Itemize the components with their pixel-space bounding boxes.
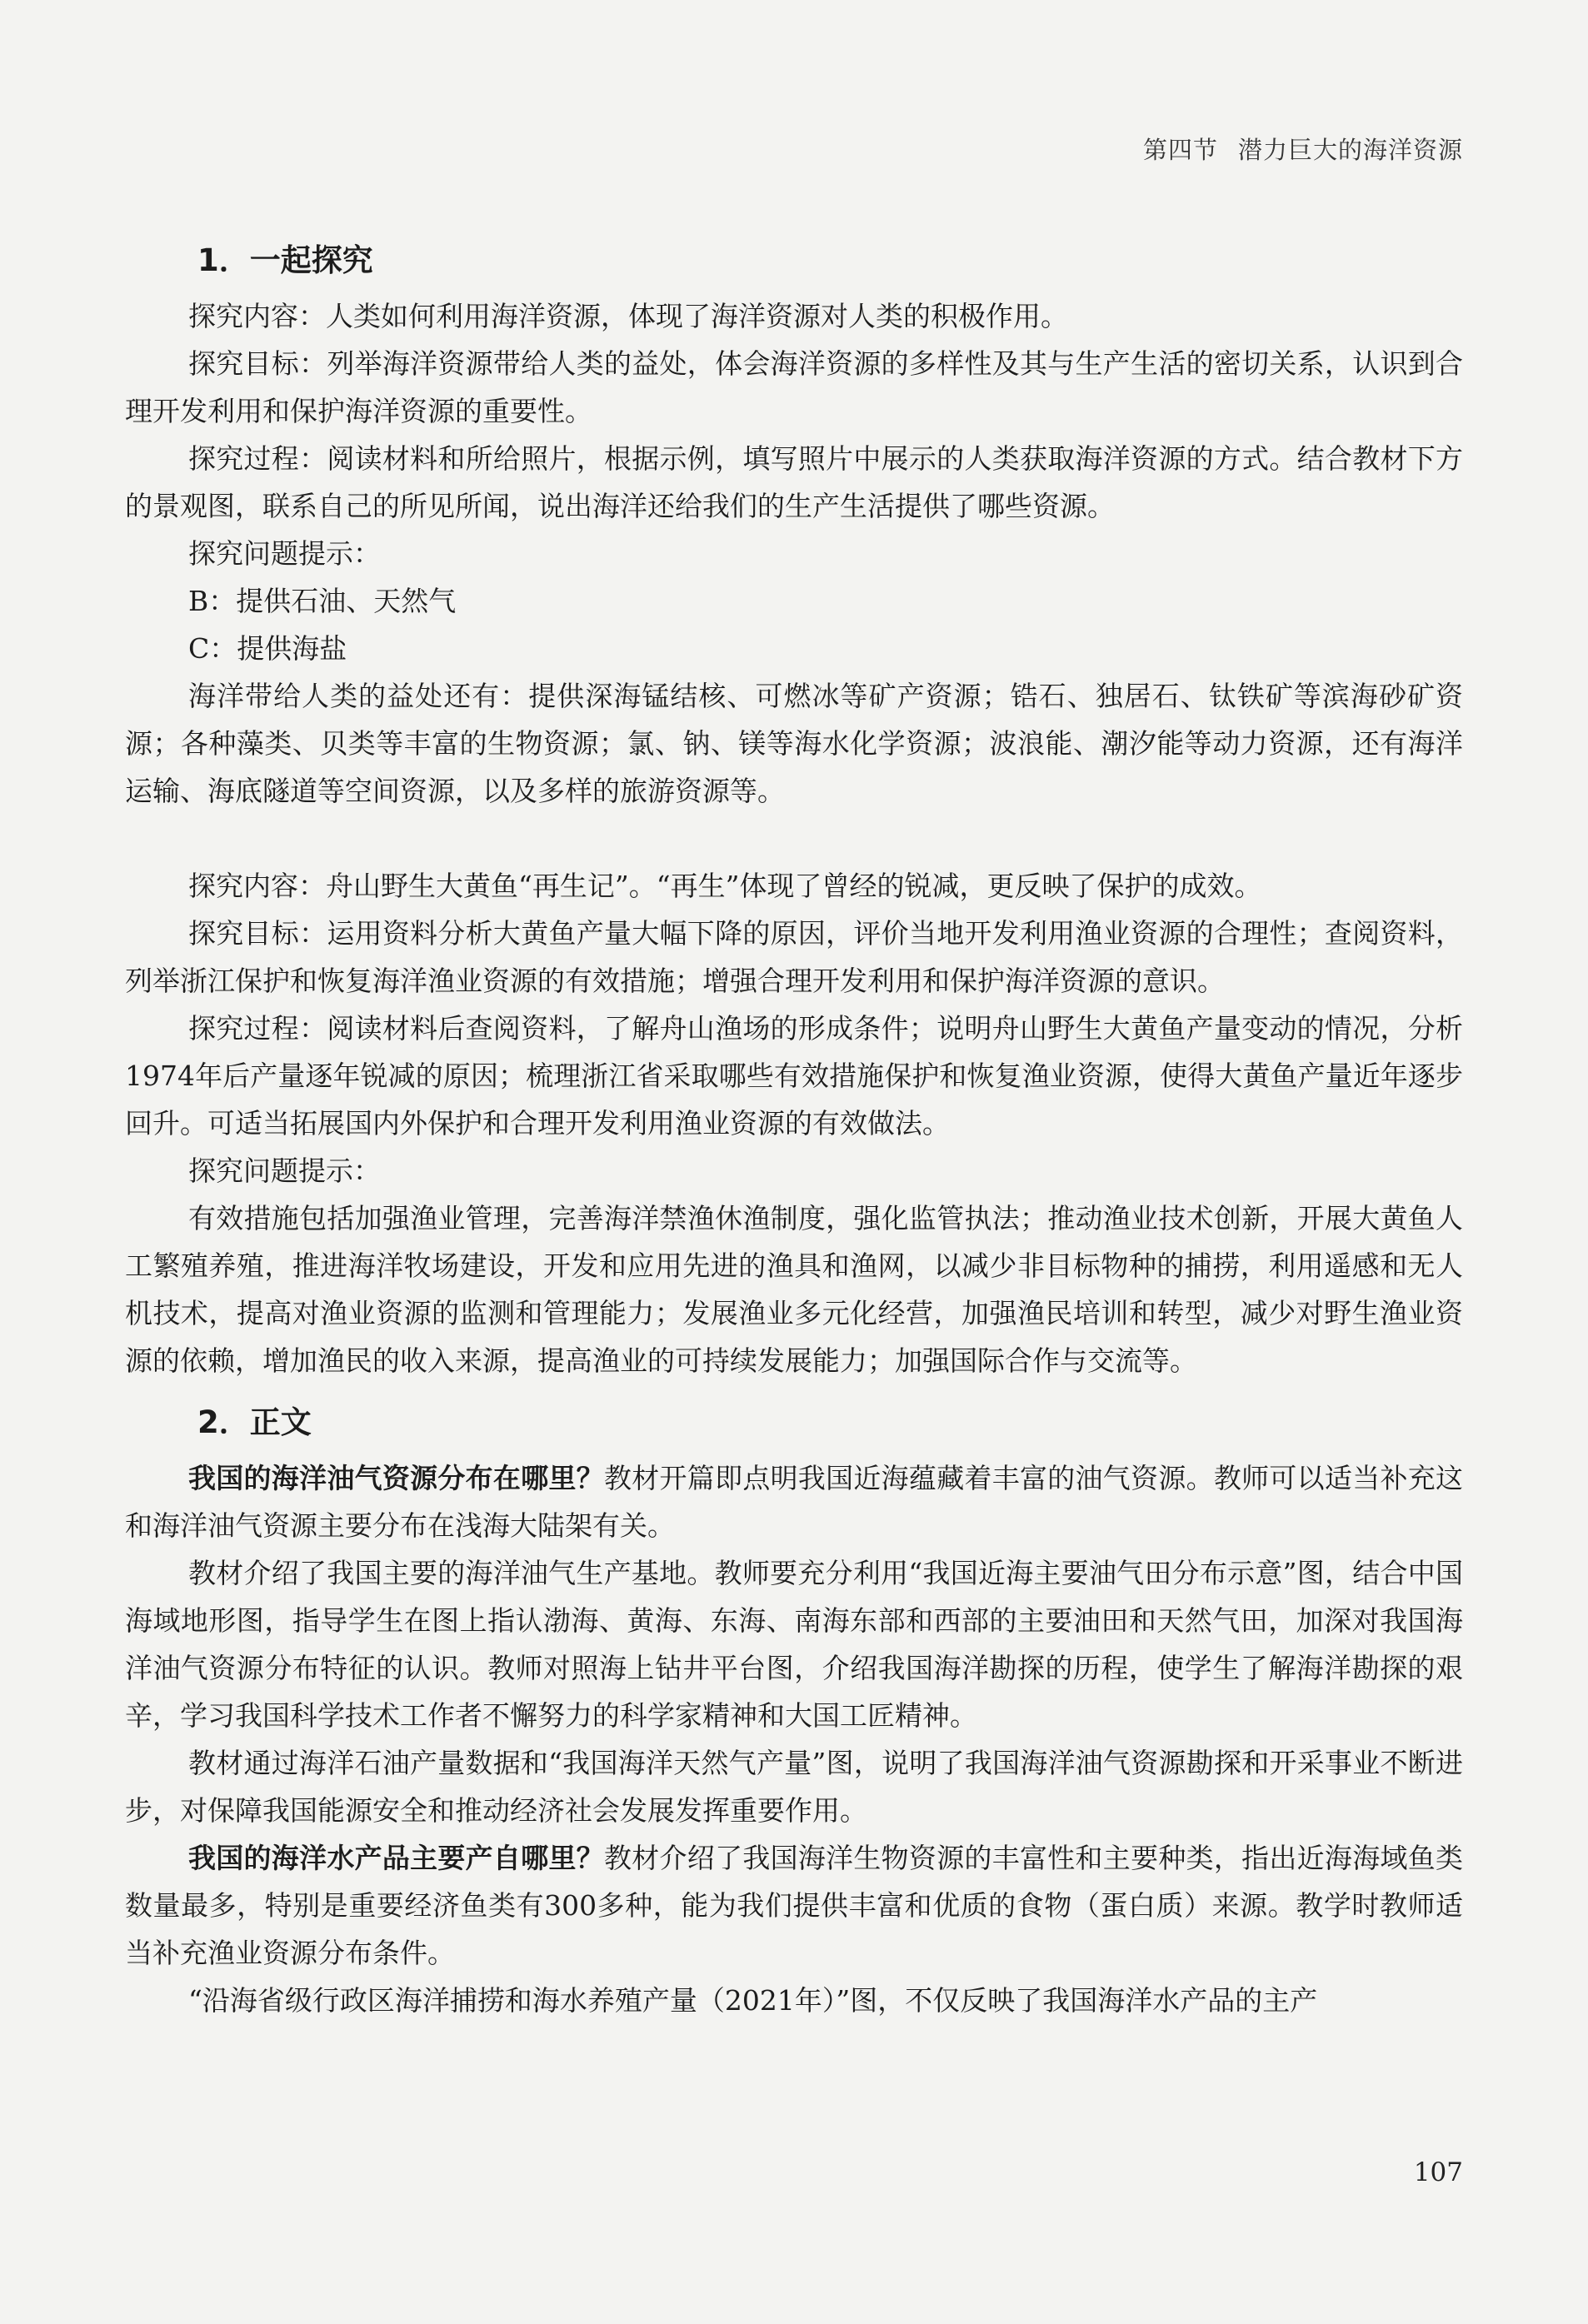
heading-explore-together: 1．一起探究 bbox=[197, 242, 373, 278]
aquatic-products-paragraph bbox=[125, 1834, 1463, 1977]
oil-gas-bases-paragraph: 教材介绍了我国主要的海洋油气生产基地。教师要充分利用“我国近海主要油气田分布示意”图，结合中国海域地形图，指导学生在图上指认渤海、黄海、东海、南海东部和西部的主要油田和天然气田，加深对我国海洋油气资源分布特征的认识。教师对照海上钻井平台图，介绍我国海洋勘探的历程，使学生了解海洋勘探的艰辛，学习我国科学技术工作者不懈努力的科学家精神和大国工匠精神。 bbox=[125, 1557, 1463, 1732]
inquiry-hint-title-1: 探究问题提示： bbox=[188, 537, 381, 570]
running-header bbox=[1143, 132, 1463, 166]
inquiry-goal-2: 探究目标：运用资料分析大黄鱼产量大幅下降的原因，评价当地开发利用渔业资源的合理性；查阅资料，列举浙江保护和恢复海洋渔业资源的有效措施；增强合理开发利用和保护海洋资源的意识。 bbox=[125, 917, 1463, 997]
aquatic-answer: 教材介绍了我国海洋生物资源的丰富性和主要种类，指出近海海域鱼类数量最多，特别是重要经济鱼类有300多种，能为我们提供丰富和优质的食物（蛋白质）来源。教学时教师适当补充渔业资源分布条件。 bbox=[125, 1842, 1463, 1969]
inquiry-content-1: 探究内容：人类如何利用海洋资源，体现了海洋资源对人类的积极作用。 bbox=[188, 300, 1068, 332]
section-label: 第四节 bbox=[1142, 136, 1218, 164]
oil-gas-answer: 教材开篇即点明我国近海蕴藏着丰富的油气资源。教师可以适当补充这和海洋油气资源主要分布在浅海大陆架有关。 bbox=[125, 1462, 1463, 1542]
body-text bbox=[125, 237, 1463, 2024]
inquiry-process-2: 探究过程：阅读材料后查阅资料，了解舟山渔场的形成条件；说明舟山野生大黄鱼产量变动的情况，分析1974年后产量逐年锐减的原因；梳理浙江省采取哪些有效措施保护和恢复渔业资源，使得大黄鱼产量近年逐步回升。可适当拓展国内外保护和合理开发利用渔业资源的有效做法。 bbox=[125, 1012, 1463, 1140]
hint-c: C：提供海盐 bbox=[188, 632, 347, 665]
inquiry-content-2: 探究内容：舟山野生大黄鱼“再生记”。“再生”体现了曾经的锐减，更反映了保护的成效。 bbox=[188, 870, 1262, 902]
aquatic-question: 我国的海洋水产品主要产自哪里？ bbox=[188, 1842, 604, 1874]
section-title: 潜力巨大的海洋资源 bbox=[1237, 136, 1463, 164]
ocean-benefits-paragraph: 海洋带给人类的益处还有：提供深海锰结核、可燃冰等矿产资源；锆石、独居石、钛铁矿等滨海砂矿资源；各种藻类、贝类等丰富的生物资源；氯、钠、镁等海水化学资源；波浪能、潮汐能等动力资源，还有海洋运输、海底隧道等空间资源，以及多样的旅游资源等。 bbox=[125, 680, 1463, 807]
page-number: 107 bbox=[1413, 2157, 1463, 2187]
hint-b: B：提供石油、天然气 bbox=[188, 585, 457, 617]
inquiry-hint-title-2: 探究问题提示： bbox=[188, 1155, 381, 1187]
inquiry-process-1: 探究过程：阅读材料和所给照片，根据示例，填写照片中展示的人类获取海洋资源的方式。结合教材下方的景观图，联系自己的所见所闻，说出海洋还给我们的生产生活提供了哪些资源。 bbox=[125, 442, 1463, 522]
oil-gas-question: 我国的海洋油气资源分布在哪里？ bbox=[188, 1462, 604, 1494]
measures-paragraph: 有效措施包括加强渔业管理，完善海洋禁渔休渔制度，强化监管执法；推动渔业技术创新，开展大黄鱼人工繁殖养殖，推进海洋牧场建设，开发和应用先进的渔具和渔网，以减少非目标物种的捕捞，利用遥感和无人机技术，提高对渔业资源的监测和管理能力；发展渔业多元化经营，加强渔民培训和转型，减少对野生渔业资源的依赖，增加渔民的收入来源，提高渔业的可持续发展能力；加强国际合作与交流等。 bbox=[125, 1202, 1463, 1377]
heading-main-text: 2．正文 bbox=[197, 1404, 312, 1440]
oil-gas-production-paragraph: 教材通过海洋石油产量数据和“我国海洋天然气产量”图，说明了我国海洋油气资源勘探和开采事业不断进步，对保障我国能源安全和推动经济社会发展发挥重要作用。 bbox=[125, 1747, 1463, 1827]
inquiry-goal-1: 探究目标：列举海洋资源带给人类的益处，体会海洋资源的多样性及其与生产生活的密切关系，认识到合理开发利用和保护海洋资源的重要性。 bbox=[125, 347, 1463, 427]
paragraph-gap bbox=[125, 815, 1463, 862]
oil-gas-distribution-paragraph bbox=[125, 1454, 1463, 1549]
fishing-aquaculture-paragraph: “沿海省级行政区海洋捕捞和海水养殖产量（2021年）”图，不仅反映了我国海洋水产品的主产 bbox=[188, 1984, 1318, 2017]
